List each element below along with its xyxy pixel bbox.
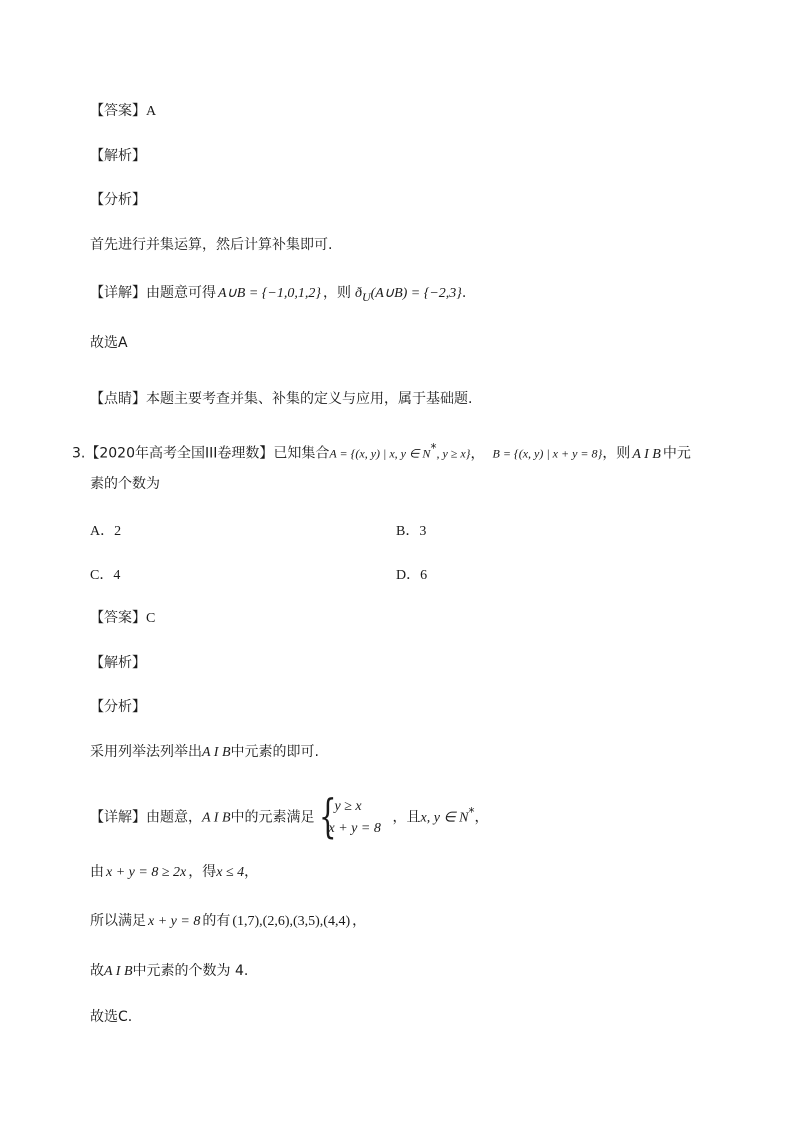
system-line-1: y ≥ x [334, 798, 362, 814]
q3-step1 [90, 862, 258, 883]
fenxi-tag: 【分析】 [90, 192, 146, 208]
answer-value: A [146, 104, 157, 119]
q3-step3 [90, 961, 248, 982]
left-brace-icon: { [318, 788, 337, 843]
analysis-tag: 【解析】 [90, 148, 146, 164]
detail-domain: x, y ∈ N [420, 810, 469, 826]
step1-math1: x + y = 8 ≥ 2x [106, 865, 187, 880]
step2-mid: 的有 [202, 913, 231, 929]
dianjing-text: 本题主要考查并集、补集的定义与应用，属于基础题. [146, 391, 473, 407]
q3-fenxi-heading [90, 697, 146, 717]
option-c: C．4 [90, 568, 121, 583]
detail-prefix: 由题意可得 [146, 285, 216, 301]
step1-math2: x ≤ 4 [216, 865, 245, 880]
q2-analysis-heading [90, 146, 146, 166]
answer-tag: 【答案】 [90, 103, 146, 119]
system-line-2: x + y = 8 [328, 820, 381, 836]
q3-stem-line2 [90, 474, 160, 494]
detail-tag: 【详解】 [90, 285, 146, 301]
q2-dianjing-line [90, 389, 472, 409]
stem-end: 中元 [662, 445, 691, 462]
q3-detail-line [90, 788, 489, 843]
fenxi-prefix: 采用列举法列举出 [90, 744, 202, 760]
q3-stem-line1 [72, 438, 691, 465]
q3-answer-line [90, 608, 155, 629]
fenxi-end: 中元素的即可. [230, 744, 319, 760]
stem-sep: ， [470, 445, 485, 462]
step2-prefix: 所以满足 [90, 913, 146, 929]
dianjing-tag: 【点睛】 [90, 391, 146, 407]
step1-mid: ，得 [188, 864, 217, 880]
stem-prefix: 已知集合 [273, 445, 330, 462]
step2-end: ， [352, 913, 367, 929]
q2-fenxi-heading [90, 190, 146, 210]
q2-detail-line [90, 283, 466, 307]
q2-answer-line [90, 101, 156, 122]
q3-conclusion [90, 1007, 132, 1027]
step2-pairs: (1,7),(2,6),(3,5),(4,4) [232, 914, 351, 929]
step2-math1: x + y = 8 [148, 914, 201, 929]
detail-domain-sup: * [468, 805, 475, 819]
detail-mid2: ，且 [392, 809, 421, 826]
equation-system [318, 788, 389, 843]
detail-prefix: 由题意， [146, 809, 202, 826]
step3-prefix: 故 [90, 963, 104, 979]
q2-conclusion [90, 333, 128, 353]
conclusion-text: 故选C. [90, 1009, 133, 1025]
analysis-tag: 【解析】 [90, 655, 146, 671]
step1-prefix: 由 [90, 864, 104, 880]
q3-analysis-heading [90, 653, 146, 673]
detail-math-union: A∪B = {−1,0,1,2} [218, 286, 321, 301]
complement-subscript: U [361, 289, 371, 304]
q3-step2 [90, 911, 366, 932]
fenxi-text: 首先进行并集运算，然后计算补集即可. [90, 237, 333, 253]
detail-intersection: A I B [202, 810, 231, 826]
q2-fenxi-text [90, 235, 332, 255]
answer-tag: 【答案】 [90, 610, 146, 626]
answer-value: C [146, 611, 156, 626]
detail-math-complement: (A∪B) = {−2,3} [370, 286, 462, 301]
step3-intersection: A I B [104, 964, 133, 979]
stem-line2: 素的个数为 [90, 476, 160, 492]
q3-fenxi-text [90, 742, 319, 763]
detail-mid: ，则 [322, 285, 351, 301]
detail-end: ， [474, 809, 489, 826]
question-source-tag: 【2020年高考全国III卷理数】 [85, 445, 274, 462]
option-d: D．6 [396, 568, 428, 583]
detail-end: . [461, 285, 467, 301]
fenxi-intersection: A I B [202, 745, 231, 760]
option-a: A．2 [90, 524, 122, 539]
question-number: 3. [72, 445, 86, 462]
fenxi-tag: 【分析】 [90, 699, 146, 715]
set-a-sup: * [430, 441, 437, 455]
set-a-end: , y ≥ x} [436, 446, 471, 461]
stem-mid: ，则 [602, 445, 631, 462]
detail-tag: 【详解】 [90, 809, 146, 826]
step3-end: 中元素的个数为 4. [132, 963, 249, 979]
option-b: B．3 [396, 524, 427, 539]
step1-end: ， [244, 864, 259, 880]
set-a: A = {(x, y) | x, y ∈ N [329, 446, 431, 461]
detail-mid: 中的元素满足 [230, 809, 315, 826]
complement-symbol: ð [354, 286, 362, 301]
set-b: B = {(x, y) | x + y = 8} [492, 446, 603, 461]
intersection-symbol: A I B [632, 446, 661, 462]
conclusion-text: 故选A [90, 335, 128, 351]
